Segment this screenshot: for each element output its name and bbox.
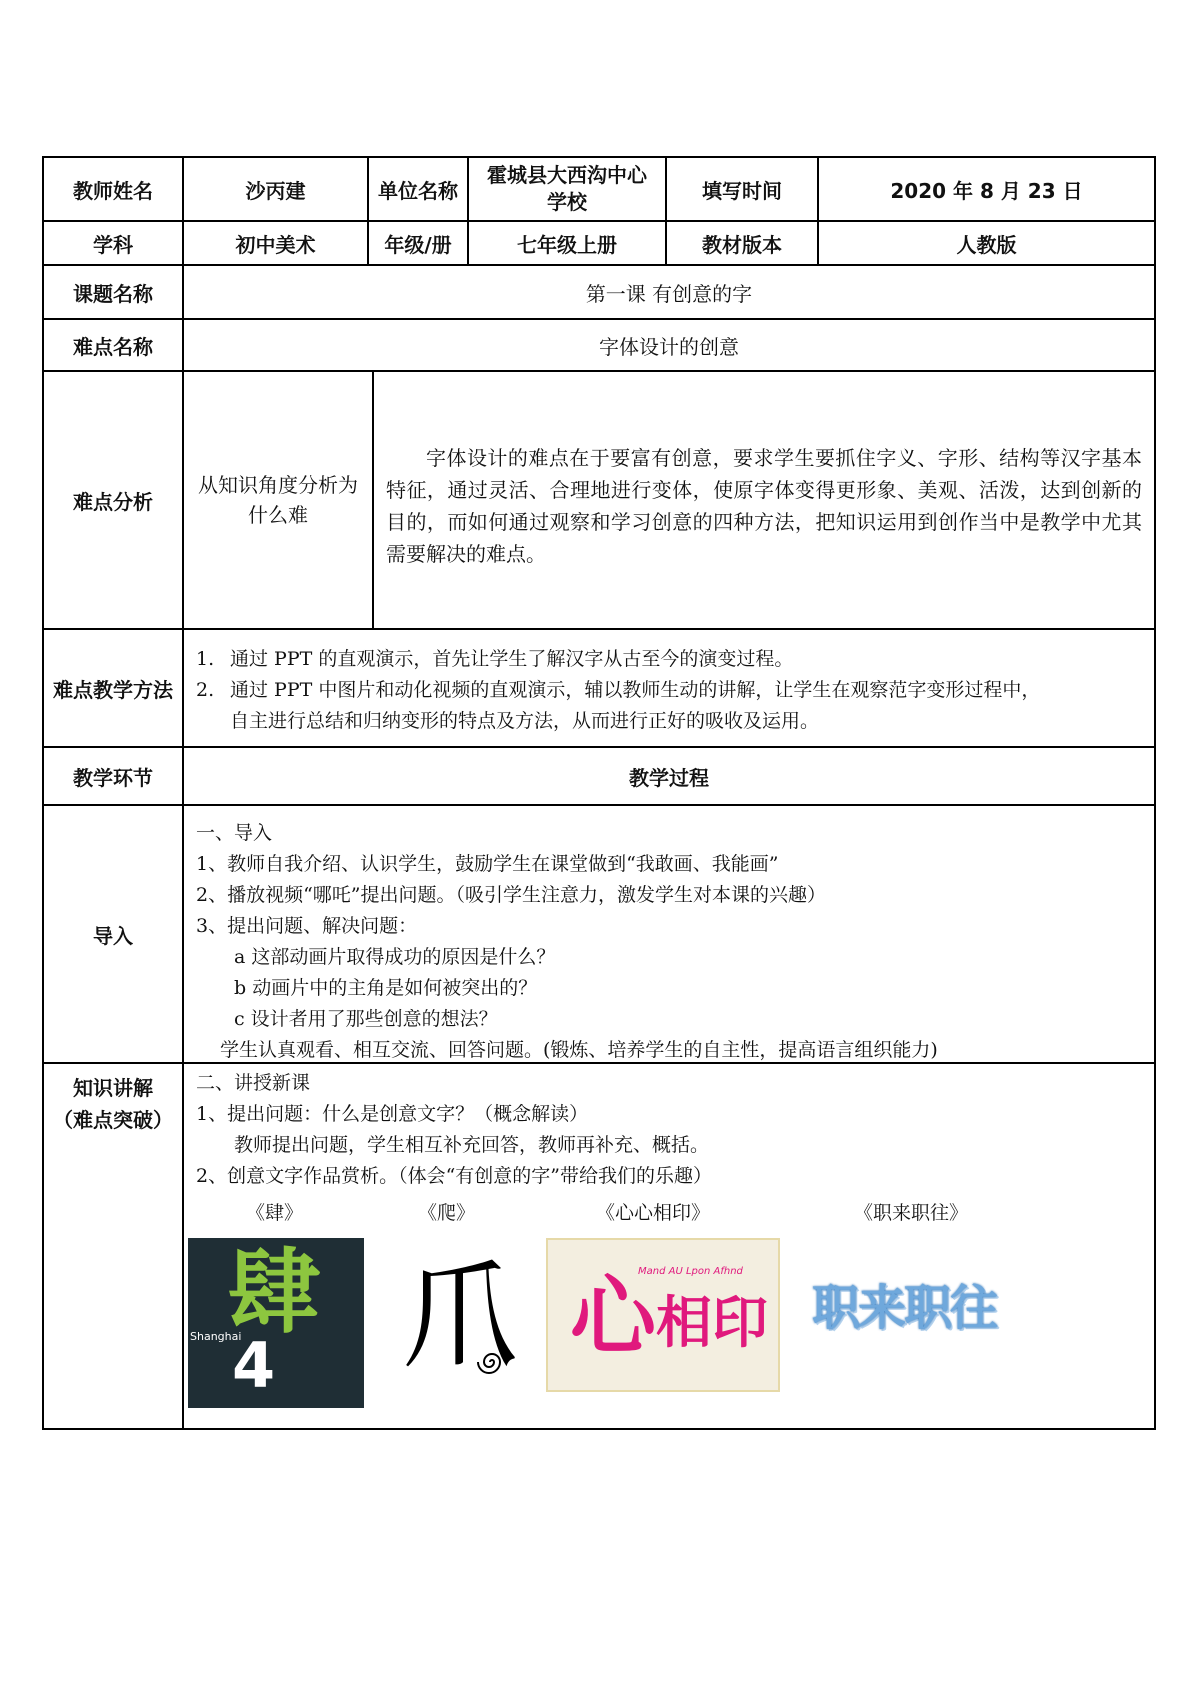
row-teacher (44, 158, 1154, 222)
subject-value: 初中美术 (184, 222, 369, 264)
method-item-2-text: 通过 PPT 中图片和动化视频的直观演示，辅以教师生动的讲解，让学生在观察范字变形过程中， (230, 679, 1041, 701)
unit-label: 单位名称 (369, 158, 469, 220)
intro-question: b 动画片中的主角是如何被突出的？ (234, 977, 538, 999)
intro-line: 2、播放视频“哪吒”提出问题。（吸引学生注意力，激发学生对本课的兴趣） (196, 884, 827, 906)
work-image-pa (396, 1238, 526, 1408)
method-item-1 (196, 644, 1144, 675)
method-content (184, 630, 1154, 746)
unit-value-line1: 霍城县大西沟中心 (487, 163, 647, 187)
works-titles (196, 1192, 1144, 1228)
grade-label: 年级/册 (369, 222, 469, 264)
unit-value-line2: 学校 (547, 190, 587, 214)
analysis-text-cell (374, 372, 1154, 628)
work-image-pa-char: 爪 (402, 1250, 518, 1385)
difficulty-value: 字体设计的创意 (599, 334, 739, 359)
process-value: 教学过程 (629, 765, 709, 790)
lesson-table (42, 156, 1156, 1430)
grade-value: 七年级上册 (469, 222, 667, 264)
analysis-sublabel-line1: 从知识角度分析为 (198, 473, 358, 497)
knowledge-line: 1、提出问题：什么是创意文字？（概念解读） (196, 1103, 589, 1125)
work-title-3: 《心心相印》 (596, 1202, 711, 1224)
intro-content (184, 806, 1154, 1062)
unit-value (469, 158, 667, 220)
teacher-label: 教师姓名 (44, 158, 184, 220)
row-intro (44, 806, 1154, 1064)
work-image-zhilai-text: 职来职往 (812, 1280, 997, 1336)
row-process-header (44, 748, 1154, 806)
works-images (190, 1232, 1144, 1412)
work-title-1: 《肆》 (246, 1202, 304, 1224)
row-method (44, 630, 1154, 748)
intro-line: 一、导入 (196, 822, 273, 844)
work-image-si (188, 1238, 364, 1408)
row-knowledge (44, 1064, 1154, 1428)
knowledge-line: 2、创意文字作品赏析。（体会“有创意的字”带给我们的乐趣） (196, 1165, 713, 1187)
row-difficulty (44, 320, 1154, 372)
work-image-si-char: 肆 (228, 1239, 321, 1346)
work-image-xinxin-caption: Mand AU Lpon Afhnd (638, 1266, 743, 1277)
work-title-4: 《职来职往》 (854, 1202, 969, 1224)
topic-value: 第一课 有创意的字 (585, 281, 753, 306)
analysis-label: 难点分析 (44, 372, 184, 628)
row-topic (44, 266, 1154, 320)
method-item-2-num: 2. (196, 679, 215, 701)
work-image-xinxin (546, 1238, 780, 1392)
knowledge-label-line2: （难点突破） (53, 1108, 173, 1132)
work-image-zhilai (806, 1238, 1018, 1386)
analysis-text: 字体设计的难点在于要富有创意，要求学生要抓住字义、字形、结构等汉字基本特征，通过灵活、合理地进行变体，使原字体变得更形象、美观、活泼，达到创新的目的，而如何通过观察和学习创意的四种方法，把知识运用到创作当中是教学中尤其需要解决的难点。 (386, 446, 1142, 566)
intro-line: 学生认真观看、相互交流、回答问题。(锻炼、培养学生的自主性，提高语言组织能力) (220, 1039, 938, 1061)
method-item-2 (196, 675, 1144, 706)
work-image-xinxin-text: 相印 (656, 1291, 768, 1356)
knowledge-label-line1: 知识讲解 (73, 1076, 153, 1100)
process-label: 教学环节 (44, 748, 184, 804)
knowledge-label (44, 1064, 184, 1428)
knowledge-line: 教师提出问题，学生相互补充回答，教师再补充、概括。 (234, 1134, 710, 1156)
method-item-1-text: 通过 PPT 的直观演示，首先让学生了解汉字从古至今的演变过程。 (230, 648, 794, 670)
row-subject (44, 222, 1154, 266)
work-image-xinxin-heart: 心 (570, 1267, 656, 1367)
snail-icon (472, 1342, 512, 1382)
method-label: 难点教学方法 (44, 630, 184, 746)
date-label: 填写时间 (667, 158, 819, 220)
intro-question: c 设计者用了那些创意的想法？ (234, 1008, 498, 1030)
row-analysis (44, 372, 1154, 630)
work-title-2: 《爬》 (418, 1202, 476, 1224)
method-item-1-num: 1. (196, 648, 215, 670)
intro-line: 1、教师自我介绍、认识学生，鼓励学生在课堂做到“我敢画、我能画” (196, 853, 779, 875)
method-item-2-cont: 自主进行总结和归纳变形的特点及方法，从而进行正好的吸收及运用。 (230, 710, 820, 732)
analysis-sublabel-line2: 什么难 (248, 503, 308, 527)
topic-label: 课题名称 (44, 266, 184, 318)
intro-question: a 这部动画片取得成功的原因是什么？ (234, 946, 556, 968)
edition-value: 人教版 (956, 232, 1017, 257)
intro-label: 导入 (44, 806, 184, 1062)
intro-line: 3、提出问题、解决问题： (196, 915, 418, 937)
knowledge-content (184, 1064, 1154, 1428)
work-image-si-num: 4 (232, 1329, 276, 1402)
teacher-name: 沙丙建 (184, 158, 369, 220)
knowledge-line: 二、讲授新课 (196, 1072, 311, 1094)
edition-label: 教材版本 (667, 222, 819, 264)
date-value: 2020 年 8 月 23 日 (890, 178, 1083, 203)
subject-label: 学科 (44, 222, 184, 264)
difficulty-label: 难点名称 (44, 320, 184, 370)
analysis-sublabel (184, 372, 374, 628)
work-image-si-text: Shanghai (190, 1330, 242, 1343)
